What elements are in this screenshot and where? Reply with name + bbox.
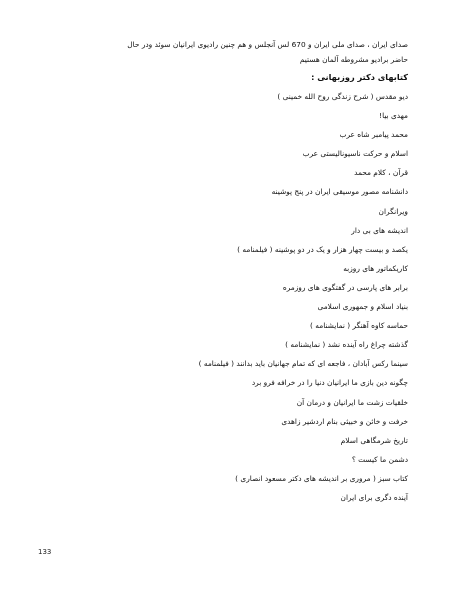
- list-item: حماسه کاوه آهنگر ( نمایشنامه ): [310, 321, 408, 331]
- list-item: دیو مقدس ( شرح زندگی روح الله خمینی ): [277, 92, 408, 101]
- list-item: دشمن ما کیست ؟: [351, 454, 408, 464]
- page-number: 133: [38, 548, 52, 556]
- list-item: آینده دگری برای ایران: [340, 492, 408, 502]
- list-item: یکصد و بیست چهار هزار و یک در دو پوشینه ( فیلمنامه ): [237, 244, 408, 254]
- list-item: اسلام و حرکت ناسیونالیستی عرب: [302, 149, 408, 159]
- list-item: دانشنامه مصور موسیقی ایران در پنج پوشینه: [271, 187, 408, 197]
- list-item: برابر های پارسی در گفتگوی های روزمره: [282, 282, 408, 292]
- intro-line-2: حاضر برادیو مشروطه آلمان هستیم: [299, 54, 408, 64]
- list-item: اندیشه های بی دار: [351, 225, 408, 235]
- list-item: کتاب سبز ( مروری بر اندیشه های دکتر مسعود انصاری ): [235, 473, 408, 483]
- list-item: ویرانگران: [378, 206, 408, 216]
- list-item: محمد پیامبر شاه عرب: [339, 130, 408, 140]
- list-item: کاریکماتور های روزبه: [343, 263, 408, 273]
- list-item: بنیاد اسلام و جمهوری اسلامی: [317, 302, 408, 312]
- list-item: خرفت و خائن و خبیثی بنام اردشیر زاهدی: [281, 416, 408, 426]
- list-item: خلقیات زشت ما ایرانیان و درمان آن: [296, 397, 408, 407]
- books-heading: کتابهای دکتر روزبهانی :: [311, 72, 408, 82]
- list-item: قرآن ، کلام محمد: [354, 168, 408, 178]
- list-item: مهدی بیا!: [379, 111, 408, 121]
- intro-line-1: صدای ایران ، صدای ملی ایران و 670 لس آنجلس و هم چنین رادیوی ایرانیان سوئد ودر حال: [127, 40, 408, 49]
- list-item: گذشته چراغ راه آینده نشد ( نمایشنامه ): [285, 340, 408, 350]
- book-list: [58, 90, 408, 510]
- list-item: چگونه دین بازی ما ایرانیان دنیا را در خرافه فرو برد: [251, 378, 408, 388]
- list-item: سینما رکس آبادان ، فاجعه ای که تمام جهانیان باید بدانند ( فیلمنامه ): [198, 359, 408, 369]
- text-block: [58, 38, 408, 510]
- list-item: تاریخ شرمگاهی اسلام: [340, 435, 408, 445]
